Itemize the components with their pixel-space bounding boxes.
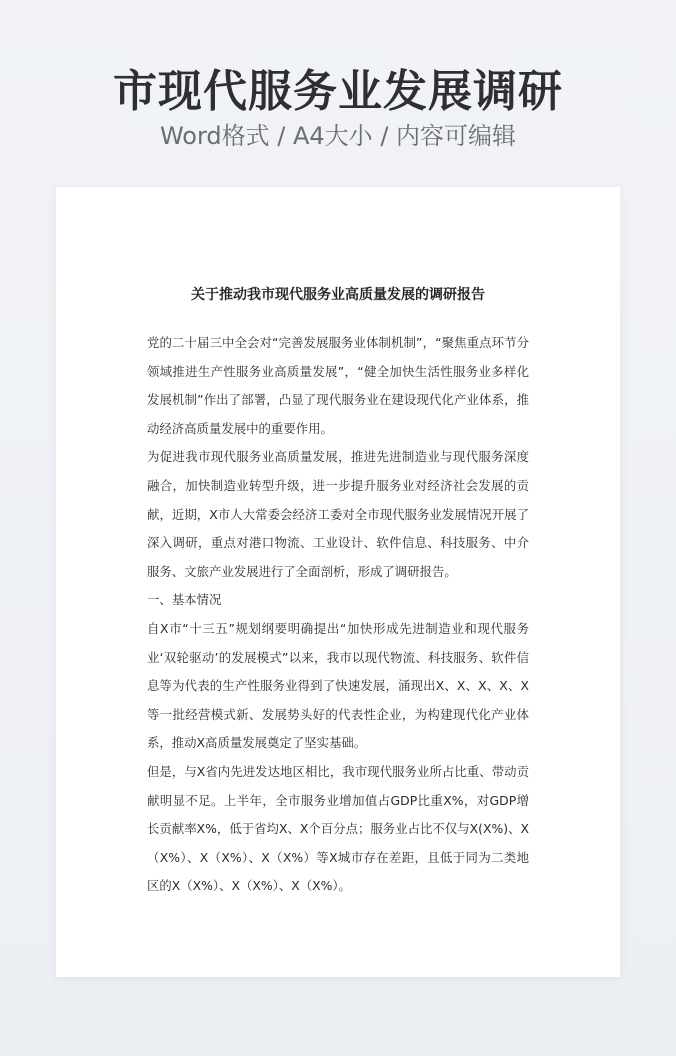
page-subtitle: Word格式 / A4大小 / 内容可编辑 (159, 122, 517, 150)
page-title: 市现代服务业发展调研 (113, 66, 563, 117)
paragraph-purpose: 为促进我市现代服务业高质量发展，推进先进制造业与现代服务深度融合，加快制造业转型升级，进一步提升服务业对经济社会发展的贡献，近期，X市人大常委会经济工委对全市现代服务业发展情况开展了深入调研，重点对港口物流、工业设计、软件信息、科技服务、中介服务、文旅产业发展进行了全面剖析，形成了调研报告。 (147, 449, 529, 579)
section-heading-basic: 一、基本情况 (147, 592, 222, 608)
paragraph-intro: 党的二十届三中全会对“完善发展服务业体制机制”，“聚焦重点环节分领域推进生产性服务业高质量发展”，“健全加快生活性服务业多样化发展机制”作出了部署，凸显了现代服务业在建设现代化产业体系，推动经济高质量发展中的重要作用。 (147, 335, 529, 436)
document-title: 关于推动我市现代服务业高质量发展的调研报告 (191, 287, 485, 303)
page-header (0, 0, 676, 186)
paragraph-basic-situation: 自X市“十三五”规划纲要明确提出“加快形成先进制造业和现代服务业‘双轮驱动’的发展模式”以来，我市以现代物流、科技服务、软件信息等为代表的生产性服务业得到了快速发展，涌现出X、X、X、X、X等一批经营模式新、发展势头好的代表性企业，为构建现代化产业体系，推动X高质量发展奠定了坚实基础。 (147, 620, 529, 751)
paragraph-comparison: 但是，与X省内先进发达地区相比，我市现代服务业所占比重、带动贡献明显不足。上半年，全市服务业增加值占GDP比重X%，对GDP增长贡献率X%，低于省均X、X个百分点；服务业占比不仅与X(X%)、X（X%）、X（X%）、X（X%）等X城市存在差距，且低于同为二类地区的X（X%）、X（X%）、X（X%）。 (147, 763, 529, 894)
document-body (147, 329, 529, 901)
document-page (56, 187, 620, 977)
